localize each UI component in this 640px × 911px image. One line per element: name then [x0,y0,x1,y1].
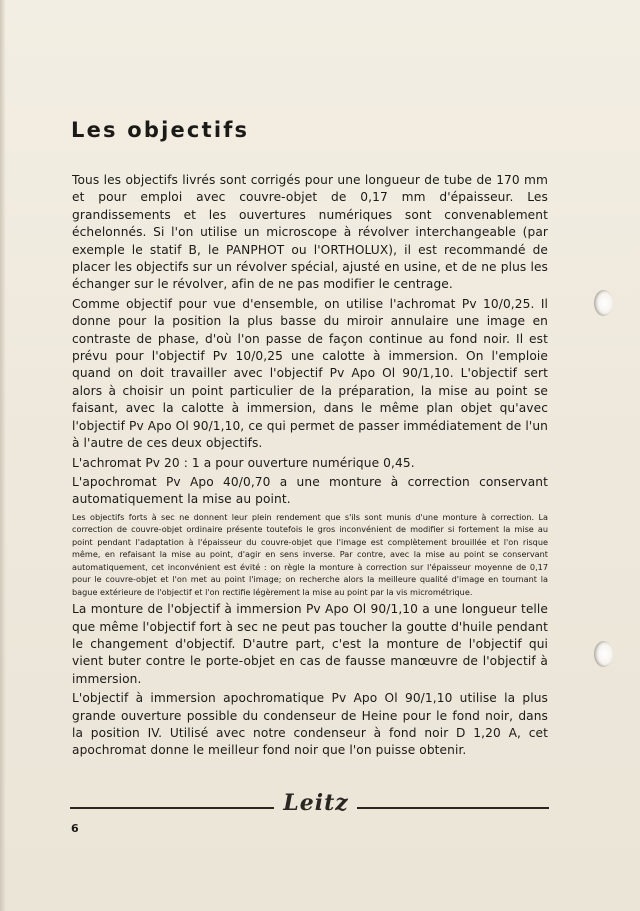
paragraph-3: L'achromat Pv 20 : 1 a pour ouverture numérique 0,45. [72,455,415,470]
paragraph-5-small-print: Les objectifs forts à sec ne donnent leur plein rendement que s'ils sont munis d'une monture à correction. La correction de couvre-objet ordinaire présente toutefois le gros inconvénient de modifier si fortement la mise au point pendant l'adaptation à l'épaisseur du couvre-objet que l'image est complètement brouillée et l'on risque même, en refaisant la mise au point, d'agir en sens inverse. Par contre, avec la mise au point se conservant automatiquement, cet inconvénient est évité : on règle la monture à correction sur l'épaisseur moyenne de 0,17 pour le couvre-objet et l'on met au point l'image; on recherche alors la meilleure qualité d'image en tournant la bague extérieure de l'objectif et l'on rectifie légèrement la mise au point par la vis micrométrique. [72,511,548,597]
body-text [72,172,548,762]
paragraph-7: L'objectif à immersion apochromatique Pv Apo Ol 90/1,10 utilise la plus grande ouverture possible du condenseur de Heine pour le fond noir, dans la position IV. Utilisé avec notre condenseur à fond noir D 1,20 A, cet apochromat donne le meilleur fond noir que l'on puisse obtenir. [72,691,548,758]
paragraph-6: La monture de l'objectif à immersion Pv Apo Ol 90/1,10 a une longueur telle que même l'objectif fort à sec ne peut pas toucher la goutte d'huile pendant le changement d'objectif. D'autre part, c'est la monture de l'objectif qui vient buter contre le porte-objet en cas de fausse manœuvre de l'objectif à immersion. [72,602,548,686]
paragraph-1: Tous les objectifs livrés sont corrigés pour une longueur de tube de 170 mm et pour emploi avec couvre-objet de 0,17 mm d'épaisseur. Les grandissements et les ouvertures numériques sont convenablement échelonnés. Si l'on utilise un microscope à révolver interchangeable (par exemple le statif B, le PANPHOT ou l'ORTHOLUX), il est recommandé de placer les objectifs sur un révolver spécial, ajusté en usine, et de ne plus les échanger sur le révolver, afin de ne pas modifier le centrage. [72,173,548,292]
binder-hole-bottom [594,641,613,667]
footer-rule-left [70,807,274,809]
page-edge-shadow [0,0,6,911]
footer-rule-right [357,807,549,809]
page-number: 6 [71,822,79,835]
binder-hole-top [594,290,613,316]
paragraph-4: L'apochromat Pv Apo 40/0,70 a une monture à correction conservant automatiquement la mise au point. [72,474,548,507]
leitz-logo: Leitz [283,790,349,816]
page-title: Les objectifs [71,118,250,142]
paragraph-2: Comme objectif pour vue d'ensemble, on utilise l'achromat Pv 10/0,25. Il donne pour la position la plus basse du miroir annulaire une image en contraste de phase, d'où l'on passe de façon continue au fond noir. Il est prévu pour l'objectif Pv 10/0,25 une calotte à immersion. On l'emploie quand on doit travailler avec l'objectif Pv Apo Ol 90/1,10. L'objectif sert alors à choisir un point particulier de la préparation, la mise au point se faisant, avec la calotte à immersion, dans le même plan objet qu'avec l'objectif Pv Apo Ol 90/1,10, ce qui permet de passer immédiatement de l'un à l'autre de ces deux objectifs. [72,296,548,451]
